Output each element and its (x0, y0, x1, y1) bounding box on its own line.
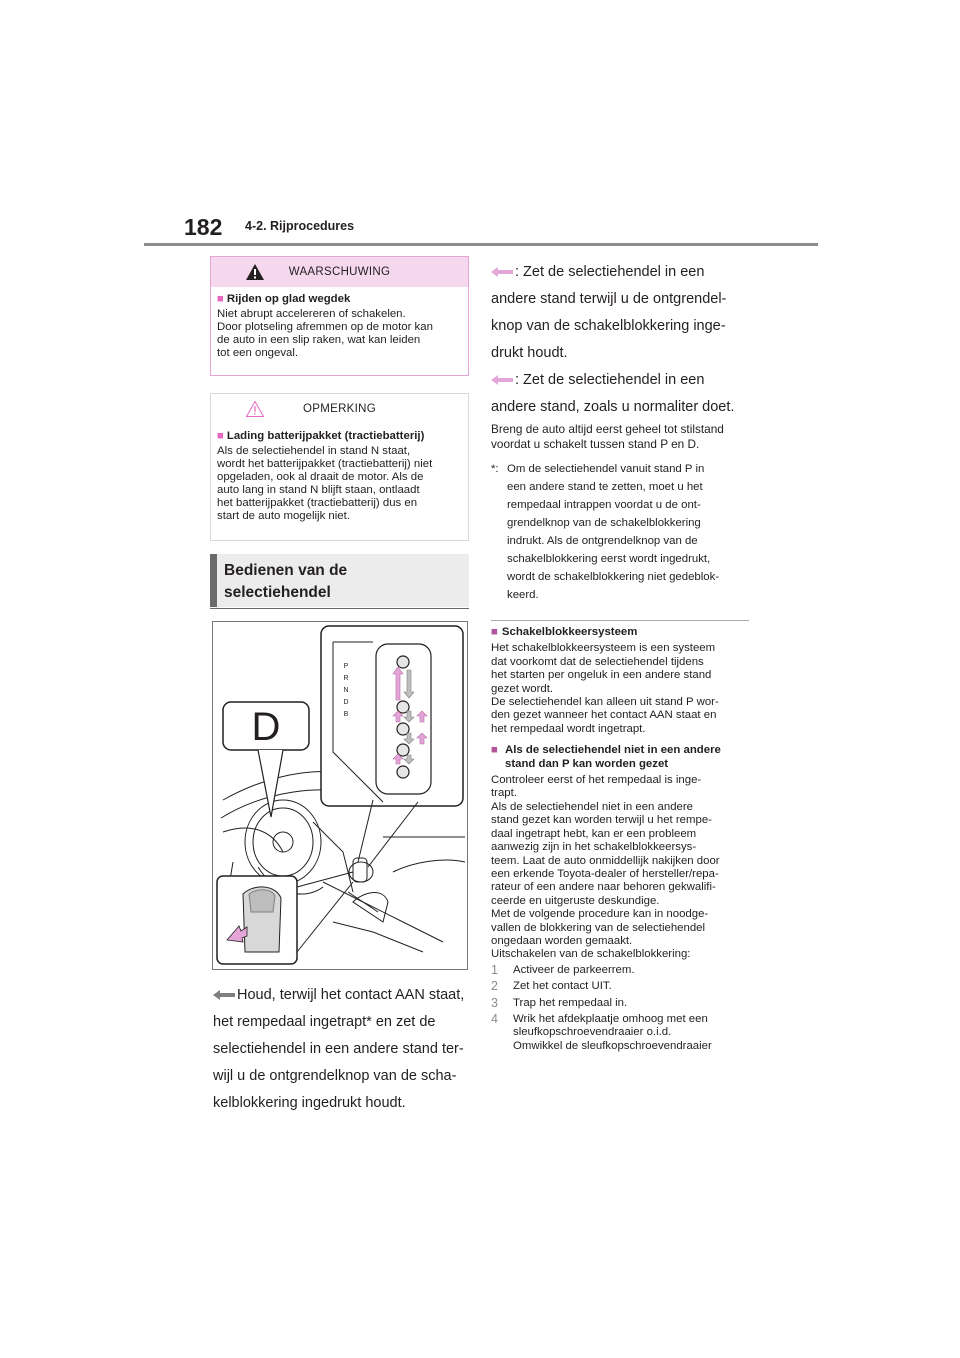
bullet-square: ■ (491, 744, 498, 757)
pink-arrow-icon (491, 375, 513, 385)
body-line: Uitschakelen van de schakelblokkering: (491, 948, 691, 961)
shift-lock-section (491, 626, 753, 1056)
page-number: 182 (184, 214, 223, 240)
callout-letter: D (251, 705, 281, 749)
body-line: voordat u schakelt tussen stand P en D. (491, 437, 700, 451)
subsection-title: Als de selectiehendel niet in een andere (505, 744, 721, 757)
notice-box (210, 393, 469, 541)
body-line: het starten per ongeluk in een andere stand (491, 669, 712, 682)
footnote-line: keerd. (507, 589, 539, 601)
warning-subtitle: Rijden op glad wegdek (226, 293, 351, 305)
body-line: het rempedaal ingetrapt (213, 1014, 367, 1030)
step-text: sleufkopschroevendraaier o.i.d. (513, 1026, 672, 1039)
notice-line: wordt het batterijpakket (tractiebatterij) niet (217, 458, 433, 470)
gate-letter: P (343, 663, 349, 670)
warning-line: Door plotseling afremmen op de motor kan (217, 321, 433, 333)
gate-letter: D (343, 699, 349, 706)
bullet-square: ■ (491, 626, 498, 638)
step-number: 1 (491, 962, 498, 977)
body-line: kelblokkering ingedrukt houdt. (213, 1095, 406, 1111)
heading-underline (210, 608, 469, 609)
body-line: * en zet de (366, 1014, 436, 1030)
heading-line: Bedienen van de (224, 562, 348, 579)
illustration-svg (213, 622, 467, 969)
notice-title: OPMERKING (303, 403, 376, 415)
gray-arrow-icon (213, 990, 235, 1000)
step-item (491, 980, 753, 993)
heading-line: selectiehendel (224, 584, 331, 601)
subsection-title: stand dan P kan worden gezet (505, 757, 669, 770)
section-title: 4-2. Rijprocedures (245, 219, 355, 233)
shift-lever-illustration (212, 621, 468, 970)
body-line: andere stand, zoals u normaliter doet. (491, 399, 735, 415)
body-line: Breng de auto altijd eerst geheel tot stilstand (491, 422, 724, 436)
left-body-text (213, 982, 473, 1117)
bullet-square: ■ (217, 293, 224, 305)
body-line: daal ingetrapt hebt, kan er een probleem (491, 827, 697, 840)
footnote (491, 460, 753, 604)
body-line: dat voorkomt dat de selectiehendel tijdens (491, 655, 704, 668)
body-line: stand gezet kan worden terwijl u het rempe- (491, 814, 712, 827)
header-rule (144, 243, 818, 246)
footnote-line: rempedaal intrappen voordat u de ont- (507, 499, 701, 511)
step-number: 4 (491, 1011, 498, 1026)
body-line: wijl u de ontgrendelknop van de scha- (213, 1068, 457, 1084)
subsection-title: Schakelblokkeersysteem (501, 626, 638, 638)
pink-arrow-paragraph (491, 259, 761, 367)
heading-bar (210, 554, 217, 607)
footnote-line: wordt de schakelblokkering niet gedeblok- (507, 571, 720, 583)
step-text: Omwikkel de sleufkopschroevendraaier (513, 1039, 712, 1052)
stop-note (491, 422, 749, 452)
bullet-square: ■ (217, 430, 224, 442)
notice-header (211, 394, 468, 424)
step-item (491, 964, 753, 977)
body-line: den gezet wanneer het contact AAN staat en (491, 709, 717, 722)
step-text: Wrik het afdekplaatje omhoog met een (513, 1012, 708, 1025)
body-line: De selectiehendel kan alleen uit stand P wor- (491, 696, 719, 709)
body-line: vallen de blokkering van de selectiehendel (491, 921, 706, 934)
divider (491, 620, 749, 621)
body-line: het rempedaal wordt ingetrapt. (491, 722, 646, 735)
section-heading (210, 554, 469, 607)
step-text: Activeer de parkeerrem. (513, 963, 635, 976)
footnote-line: schakelblokkering eerst wordt ingedrukt, (507, 553, 711, 565)
warning-line: Niet abrupt accelereren of schakelen. (217, 308, 406, 320)
notice-line: start de auto mogelijk niet. (217, 510, 350, 522)
step-number: 3 (491, 995, 498, 1010)
body-line: ceerde en uitgeruste deskundige. (491, 894, 660, 907)
body-line: selectiehendel in een andere stand ter- (213, 1041, 464, 1057)
body-line: teem. Laat de auto onmiddellijk nakijken door (491, 854, 720, 867)
warning-line: tot een ongeval. (217, 347, 299, 359)
body-line: andere stand terwijl u de ontgrendel- (491, 291, 727, 307)
footnote-line: Om de selectiehendel vanuit stand P in (507, 463, 705, 475)
body-line: Controleer eerst of het rempedaal is inge- (491, 774, 702, 787)
footnote-mark: *: (491, 463, 499, 475)
notice-line: opgeladen, ook al draait de motor. Als de (217, 471, 424, 483)
warning-header (211, 257, 468, 287)
gate-letter: B (343, 711, 349, 718)
body-line: trapt. (491, 787, 517, 800)
warning-box (210, 256, 469, 376)
warning-line: de auto in een slip raken, wat kan leiden (217, 334, 421, 346)
footnote-line: grendelknop van de schakelblokkering (507, 517, 701, 529)
notice-subtitle: Lading batterijpakket (tractiebatterij) (226, 430, 425, 442)
body-line: : Zet de selectiehendel in een (515, 372, 705, 388)
body-line: Houd, terwijl het contact AAN staat, (237, 987, 465, 1003)
body-line: ongedaan worden gemaakt. (491, 934, 633, 947)
footnote-line: een andere stand te zetten, moet u het (507, 481, 703, 493)
body-line: Als de selectiehendel niet in een andere (491, 800, 694, 813)
step-item (491, 1013, 753, 1053)
body-line: drukt houdt. (491, 345, 568, 361)
step-list (491, 964, 753, 1053)
step-item (491, 997, 753, 1010)
body-line: een erkende Toyota-dealer of hersteller/repa- (491, 867, 719, 880)
step-text: Zet het contact UIT. (513, 980, 612, 993)
body-line: Met de volgende procedure kan in noodge- (491, 908, 709, 921)
pink-arrow-paragraph-2 (491, 367, 761, 421)
body-line: aanwezig zijn in het schakelblokkeersys- (491, 841, 697, 854)
body-line: gezet wordt. (491, 682, 554, 695)
step-number: 2 (491, 979, 498, 994)
notice-line: het batterijpakket (tractiebatterij) dus en (217, 497, 418, 509)
notice-line: auto lang in stand N blijft staan, ontlaadt (217, 484, 420, 496)
notice-line: Als de selectiehendel in stand N staat, (217, 445, 411, 457)
body-line: rateur of een andere naar behoren gekwalifi- (491, 881, 716, 894)
warning-title: WAARSCHUWING (288, 266, 391, 278)
body-line: Het schakelblokkeersysteem is een systeem (491, 642, 716, 655)
gate-letter: N (343, 687, 349, 694)
footnote-line: indrukt. Als de ontgrendelknop van de (507, 535, 698, 547)
body-line: : Zet de selectiehendel in een (515, 264, 705, 280)
pink-arrow-icon (491, 267, 513, 277)
gate-letter: R (343, 675, 349, 682)
step-text: Trap het rempedaal in. (513, 996, 628, 1009)
body-line: knop van de schakelblokkering inge- (491, 318, 726, 334)
